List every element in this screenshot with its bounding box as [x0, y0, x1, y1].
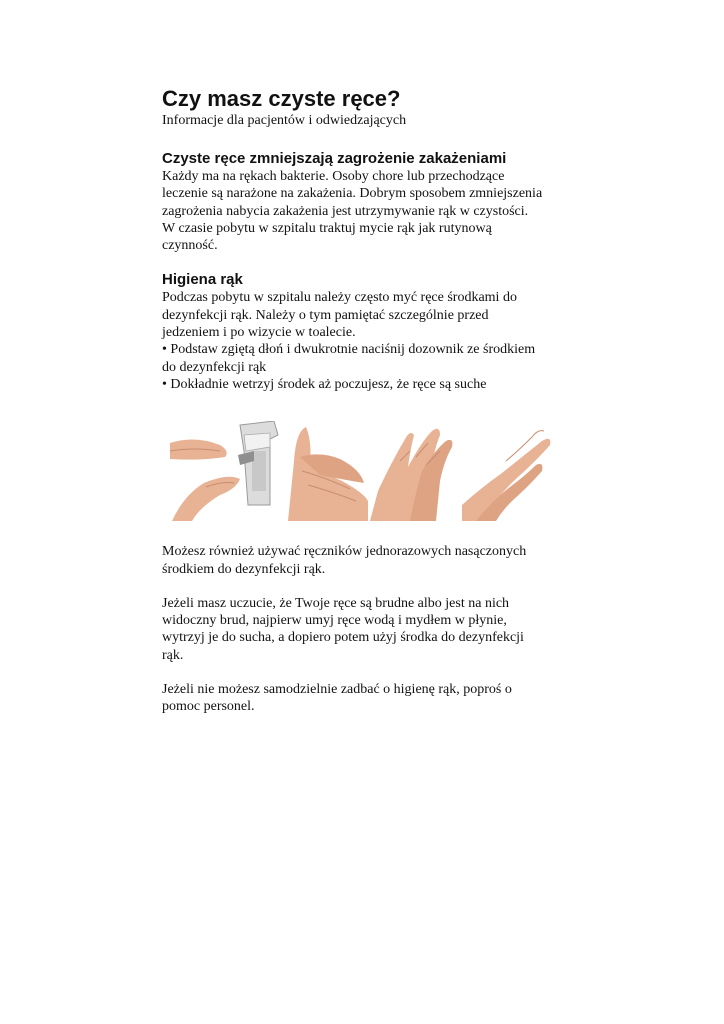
text-line: Jeżeli nie możesz samodzielnie zadbać o higienę rąk, poproś o	[162, 682, 512, 698]
text-line: środkiem do dezynfekcji rąk.	[162, 561, 326, 577]
hand-rubbing-fingers-photo	[370, 421, 460, 521]
text-line: do dezynfekcji rąk	[162, 359, 267, 375]
hand-rubbing-wrists-photo	[462, 421, 552, 521]
text-line: czynność.	[162, 238, 218, 254]
hand-hygiene-photos	[170, 421, 582, 521]
page-subtitle: Informacje dla pacjentów i odwiedzających	[162, 113, 407, 128]
additional-info	[162, 543, 582, 715]
text-line: leczenie są narażone na zakażenia. Dobrym sposobem zmniejszenia	[162, 186, 543, 202]
text-line: W czasie pobytu w szpitalu traktuj mycie rąk jak rutynową	[162, 220, 492, 236]
text-line: widoczny brud, najpierw umyj ręce wodą i mydłem w płynie,	[162, 613, 507, 629]
bullet-line: • Podstaw zgiętą dłoń i dwukrotnie naciśnij dozownik ze środkiem	[162, 342, 536, 358]
text-line: Każdy ma na rękach bakterie. Osoby chore lub przechodzące	[162, 169, 505, 184]
page-title: Czy masz czyste ręce?	[162, 86, 401, 111]
text-line: Jeżeli masz uczucie, że Twoje ręce są brudne albo jest na nich	[162, 595, 510, 611]
section-hand-hygiene	[162, 271, 582, 393]
hand-rubbing-palms-photo	[280, 421, 370, 521]
bullet-line: • Dokładnie wetrzyj środek aż poczujesz, że ręce są suche	[162, 376, 487, 392]
text-line: jedzeniem i po wizycie w toalecie.	[162, 325, 356, 341]
text-line: Możesz również używać ręczników jednorazowych nasączonych	[162, 544, 527, 560]
section-heading: Higiena rąk	[162, 271, 243, 289]
text-line: dezynfekcji rąk. Należy o tym pamiętać szczególnie przed	[162, 307, 489, 323]
text-line: rąk.	[162, 647, 184, 663]
document-page	[162, 86, 582, 716]
text-line: Podczas pobytu w szpitalu należy często myć ręce środkami do	[162, 290, 517, 306]
text-line: zagrożenia nabycia zakażenia jest utrzymywanie rąk w czystości.	[162, 203, 529, 219]
text-line: pomoc personel.	[162, 699, 255, 715]
section-clean-hands	[162, 150, 582, 254]
hand-dispenser-photo	[170, 421, 280, 521]
section-heading: Czyste ręce zmniejszają zagrożenie zakażeniami	[162, 150, 507, 167]
text-line: wytrzyj je do sucha, a dopiero potem użyj środka do dezynfekcji	[162, 630, 524, 646]
